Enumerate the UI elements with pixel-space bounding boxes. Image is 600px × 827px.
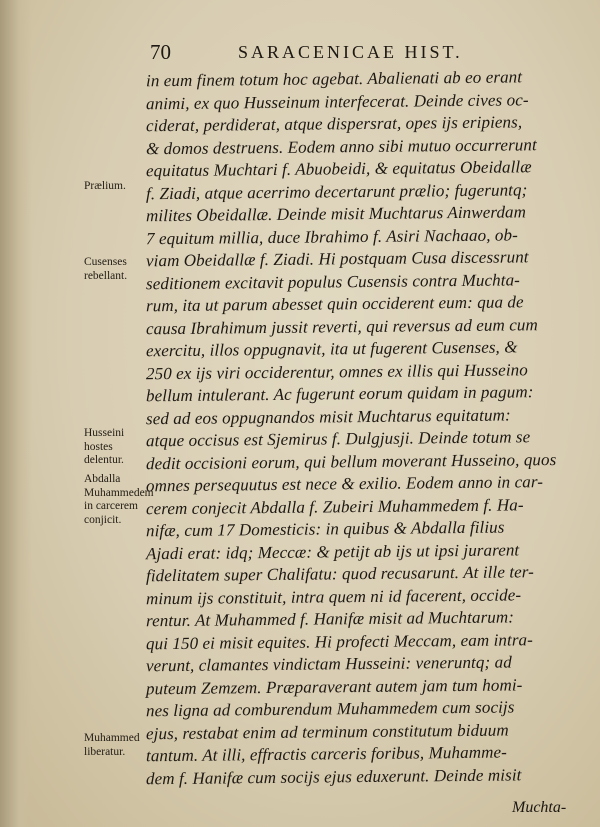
page-header (150, 36, 580, 66)
text-line: causa Ibrahimum jussit reverti, qui reversus ad eum cum (146, 314, 538, 338)
text-line: Ajadi erat: idq; Meccæ: & petijt ab ijs ut ipsi jurarent (146, 539, 520, 563)
text-line: sed ad eos oppugnandos misit Muchtarus equitatum: (146, 404, 511, 428)
text-line: 7 equitum millia, duce Ibrahimo f. Asiri Nachaao, ob- (146, 224, 518, 248)
text-line: exercitu, illos oppugnavit, ita ut fugerent Cusenses, & (146, 337, 518, 361)
text-line: puteum Zemzem. Præparaverant autem jam tum homi- (146, 674, 523, 698)
margin-note-husseini: Husseini hostes delentur. (84, 427, 125, 466)
text-line: tantum. At illi, effractis carceris foribus, Muhamme- (146, 742, 507, 766)
text-line: bellum intulerant. Ac fugerunt eorum quidam in pagum: (146, 382, 534, 406)
margin-note-proelium: Prælium. (84, 180, 126, 192)
text-line: dedit occisioni eorum, qui bellum moverant Husseino, quos (146, 449, 557, 473)
text-line: dem f. Hanifæ cum socijs ejus eduxerunt. Deinde misit (146, 764, 522, 788)
text-line: rentur. At Muhammed f. Hanifæ misit ad Muchtarum: (146, 607, 515, 631)
text-line: 250 ex ijs viri occiderentur, omnes ex illis qui Husseino (146, 359, 528, 383)
text-line: rum, ita ut parum abesset quin occiderent eum: qua de (146, 292, 524, 316)
text-line: atque occisus est Sjemirus f. Dulgjusji. Deinde totum se (146, 427, 531, 451)
text-line: ejus, restabat enim ad terminum constitutum biduum (146, 720, 509, 743)
text-line: verunt, clamantes vindictam Husseini: veneruntq; ad (146, 652, 512, 676)
text-line: omnes persequutus est nece & exilio. Eodem anno in car- (146, 472, 544, 496)
text-line: qui 150 ei misit equites. Hi profecti Meccam, eam intra- (146, 629, 533, 653)
catchword: Muchta- (512, 799, 567, 816)
text-line: minum ijs constituit, intra quem ni id facerent, occide- (146, 584, 522, 608)
text-line: & domos destruens. Eodem anno sibi mutuo occurrerunt (146, 134, 537, 158)
text-line: nifæ, cum 17 Domesticis: in quibus & Abdalla filius (146, 517, 505, 541)
text-line: viam Obeidallæ f. Ziadi. Hi postquam Cusa discessrunt (146, 247, 529, 271)
page-number: 70 (150, 40, 171, 64)
text-line: equitatus Muchtari f. Abuobeidi, & equitatus Obeidallæ (146, 157, 532, 181)
text-line: cerem conjecit Abdalla f. Zubeiri Muhammedem f. Ha- (146, 494, 524, 518)
text-line: milites Obeidallæ. Deinde misit Muchtarus Ainwerdam (146, 202, 527, 226)
text-line: ciderat, perdiderat, atque dispersrat, opes ijs eripiens, (146, 112, 523, 136)
text-line: animi, ex quo Husseinum interfecerat. Deinde cives oc- (146, 89, 529, 113)
text-line: nes ligna ad comburendum Muhammedem cum socijs (146, 697, 515, 721)
text-line: seditionem excitavit populus Cusensis contra Muchta- (146, 269, 520, 293)
main-text (146, 68, 586, 788)
margin-note-muhammed: Muhammed liberatur. (84, 732, 140, 758)
text-line: f. Ziadi, atque acerrimo decertarunt prælio; fugeruntq; (146, 179, 528, 203)
text-line: in eum finem totum hoc agebat. Abalienati ab eo erant (146, 67, 523, 91)
text-line: fidelitatem super Chalifatu: quod recusarunt. At ille ter- (146, 562, 534, 586)
margin-note-abdalla: Abdalla Muhammedem in carcerem conjicit. (84, 473, 154, 526)
margin-note-cusenses: Cusenses rebellant. (84, 256, 128, 282)
running-head: SARACENICAE HIST. (238, 42, 463, 62)
